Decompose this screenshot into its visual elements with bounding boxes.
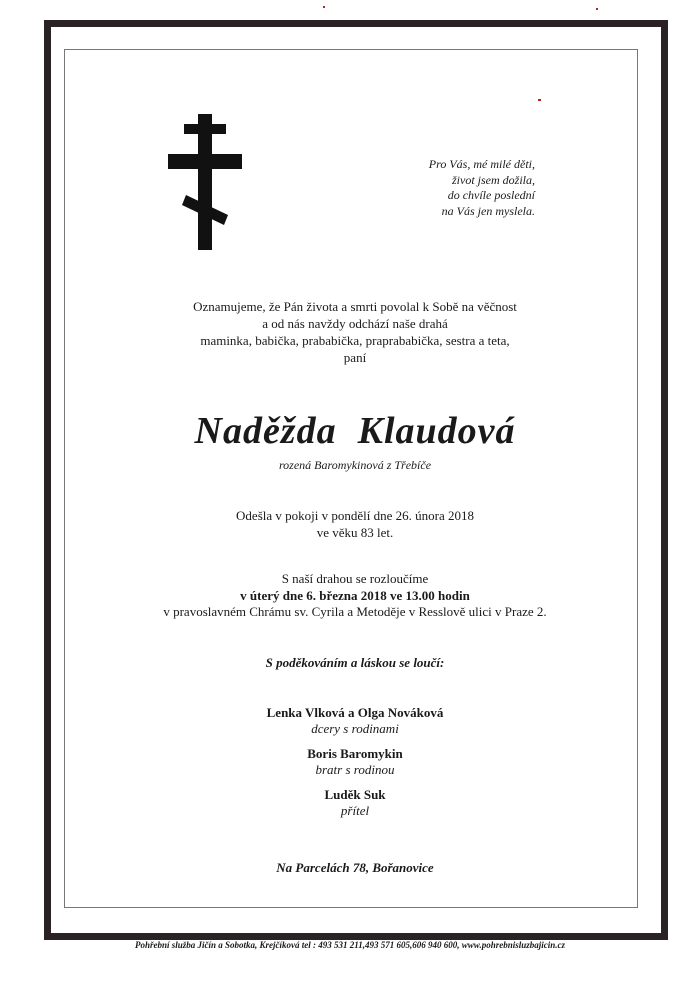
funeral-datetime: v úterý dne 6. března 2018 ve 13.00 hodin — [240, 587, 470, 603]
mourner-name: Boris Baromykin — [307, 746, 403, 761]
deceased-name: Naděžda Klaudová — [194, 410, 516, 452]
funeral-place: v pravoslavném Chrámu sv. Cyrila a Metoděje v Resslově ulici v Praze 2. — [163, 604, 547, 619]
announcement-line: Oznamujeme, že Pán života a smrti povolal k Sobě na věčnost — [193, 299, 517, 314]
funeral-info — [100, 571, 610, 621]
mourner-name: Lenka Vlková a Olga Nováková — [266, 705, 444, 720]
mourner-relation: přítel — [340, 803, 370, 818]
address: Na Parcelách 78, Bořanovice — [276, 860, 434, 875]
mourners-list — [110, 705, 600, 828]
announcement-line: a od nás navždy odchází naše drahá — [262, 316, 448, 331]
mourner-relation: bratr s rodinou — [315, 762, 395, 777]
poem-line: na Vás jen myslela. — [441, 203, 535, 218]
thanks-heading: S poděkováním a láskou se loučí: — [265, 655, 445, 670]
death-date: Odešla v pokoji v pondělí dne 26. února 2018 — [236, 508, 474, 523]
poem-line: do chvíle poslední — [447, 188, 535, 202]
poem-line: Pro Vás, mé milé děti, — [428, 157, 535, 171]
mourner — [110, 705, 600, 737]
death-notice — [110, 507, 600, 541]
announcement-line: paní — [343, 350, 367, 365]
announcement — [110, 298, 600, 366]
funeral-service-footer: Pohřební služba Jičín a Sobotka, Krejčíková tel : 493 531 211,493 571 605,606 940 600, www.pohrebnisluzbajicin.cz — [135, 940, 565, 950]
print-speck — [323, 6, 325, 8]
funeral-intro: S naší drahou se rozloučíme — [281, 571, 429, 586]
mourner — [110, 787, 600, 819]
mourner — [110, 746, 600, 778]
poem-line: život jsem dožila, — [452, 172, 535, 187]
age: ve věku 83 let. — [316, 525, 394, 540]
mourner-name: Luděk Suk — [324, 787, 386, 802]
print-speck — [596, 8, 598, 10]
announcement-line: maminka, babička, prababička, praprababička, sestra a teta, — [200, 333, 510, 348]
maiden-name: rozená Baromykinová z Třebíče — [278, 458, 432, 472]
print-speck — [538, 99, 541, 101]
poem — [380, 157, 535, 219]
mourner-relation: dcery s rodinami — [311, 721, 399, 736]
orthodox-cross-icon — [168, 114, 242, 250]
